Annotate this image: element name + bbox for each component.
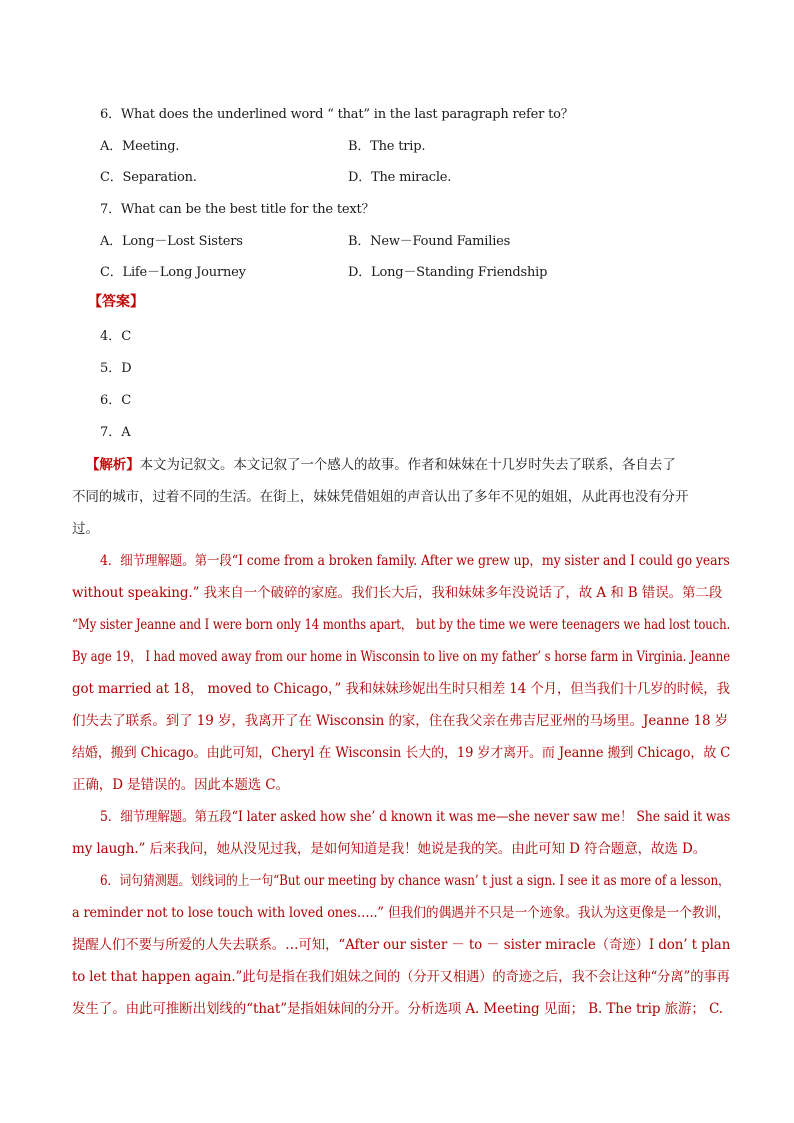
p6-line-2: a reminder not to lose touch with loved ones…..” 但我们的偶遇并不只是一个迹象。我认为这更像是一个教训，	[72, 905, 730, 921]
p6-line-1: 6．词句猜测题。划线词的上一句“But our meeting by chance wasn’ t just a sign. I see it as more of a lesson，	[100, 873, 730, 889]
p4-line-5: got married at 18， moved to Chicago，” 我和妹妹珍妮出生时只相差 14 个月，但当我们十几岁的时候，我	[72, 681, 730, 697]
q6-option-a: A．Meeting.	[100, 139, 180, 154]
analysis-line-2: 不同的城市，过着不同的生活。在街上，妹妹凭借姐姐的声音认出了多年不见的姐姐，从此再也没有分开	[72, 489, 689, 505]
q7-option-b: B．New－Found Families	[348, 234, 511, 249]
q6-option-c: C．Separation.	[100, 170, 197, 185]
q7-option-d: D．Long－Standing Friendship	[348, 265, 548, 280]
p5-line-2: my laugh.” 后来我问，她从没见过我，是如何知道是我！她说是我的笑。由此可知 D 符合题意，故选 D。	[72, 841, 707, 857]
p5-line-1: 5．细节理解题。第五段“I later asked how she’ d known it was me—she never saw me！ She said it was	[100, 809, 731, 825]
answer-6: 6．C	[100, 393, 132, 408]
p4-line-4: By age 19， I had moved away from our home in Wisconsin to live on my father’ s horse farm in Virginia. Jeanne	[72, 649, 731, 665]
analysis-line-1: 【解析】本文为记叙文。本文记叙了一个感人的故事。作者和妹妹在十几岁时失去了联系，各自去了	[86, 457, 676, 473]
answer-4: 4．C	[100, 329, 132, 344]
q7-option-c: C．Life－Long Journey	[100, 265, 246, 280]
p4-line-2: without speaking.” 我来自一个破碎的家庭。我们长大后，我和妹妹多年没说话了，故 A 和 B 错误。第二段	[72, 585, 723, 601]
p6-line-5: 发生了。由此可推断出划线的“that”是指姐妹间的分开。分析选项 A. Meeting 见面； B. The trip 旅游； C.	[72, 1001, 723, 1017]
answer-heading: 【答案】	[88, 294, 144, 310]
question-7: 7．What can be the best title for the text？	[100, 202, 375, 217]
p4-line-8: 正确，D 是错误的。因此本题选 C。	[72, 777, 289, 793]
q6-option-b: B．The trip.	[348, 139, 426, 154]
p6-line-3: 提醒人们不要与所爱的人失去联系。…可知，“After our sister － to － sister miracle（奇迹）I don’ t plan	[72, 937, 731, 953]
q7-option-a: A．Long－Lost Sisters	[100, 234, 243, 249]
p4-line-7: 结婚，搬到 Chicago。由此可知，Cheryl 在 Wisconsin 长大的，19 岁才离开。而 Jeanne 搬到 Chicago，故 C	[72, 745, 731, 761]
analysis-line-3: 过。	[72, 521, 99, 537]
p4-line-3: “My sister Jeanne and I were born only 14 months apart， but by the time we were teenagers we had lost touch.	[72, 617, 731, 633]
p6-line-4: to let that happen again.”此句是指在我们姐妹之间的（分开又相遇）的奇迹之后，我不会让这种“分离”的事再	[72, 969, 730, 985]
answer-7: 7．A	[100, 425, 131, 440]
analysis-heading: 【解析】	[86, 457, 140, 473]
p4-line-6: 们失去了联系。到了 19 岁，我离开了在 Wisconsin 的家，住在我父亲在弗吉尼亚州的马场里。Jeanne 18 岁	[72, 713, 729, 729]
question-6: 6．What does the underlined word “ that” in the last paragraph refer to？	[100, 107, 574, 122]
p4-line-1: 4．细节理解题。第一段“I come from a broken family. After we grew up，my sister and I could go years	[100, 553, 730, 569]
answer-5: 5．D	[100, 361, 132, 376]
q6-option-d: D．The miracle.	[348, 170, 452, 185]
